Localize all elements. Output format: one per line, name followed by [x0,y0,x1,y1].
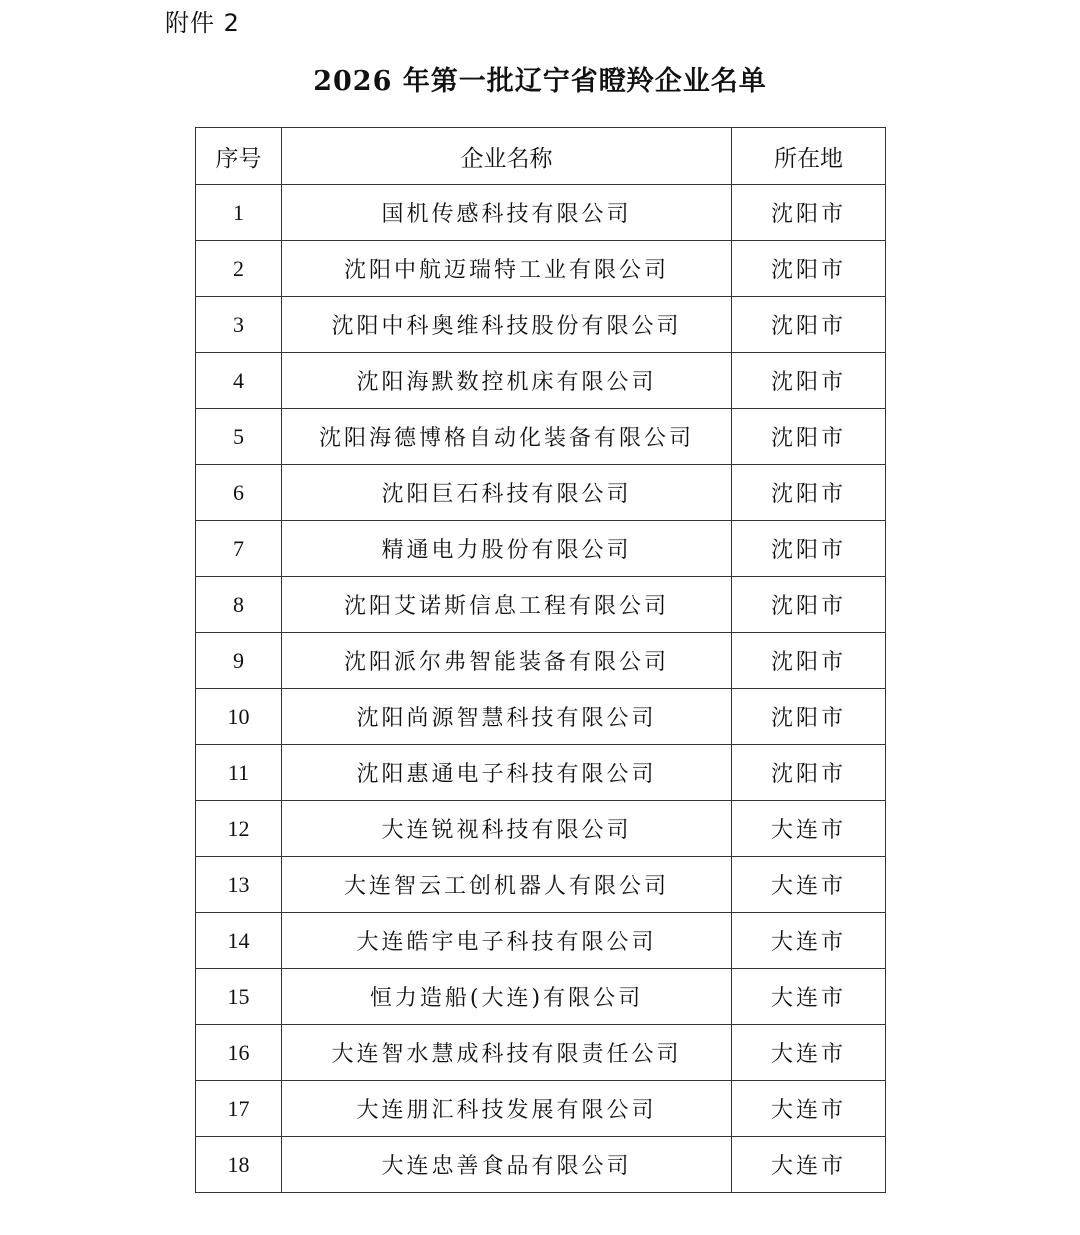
table-row [196,185,886,241]
row-enterprise-name: 大连皓宇电子科技有限公司 [282,913,732,969]
row-location: 沈阳市 [732,745,886,801]
table-header-row [196,128,886,185]
table-row [196,801,886,857]
row-serial-number: 18 [196,1137,282,1193]
table-row [196,297,886,353]
row-location: 沈阳市 [732,241,886,297]
attachment-label: 附件 2 [165,9,240,37]
row-location: 大连市 [732,801,886,857]
row-location: 沈阳市 [732,353,886,409]
row-location: 大连市 [732,913,886,969]
table-row [196,857,886,913]
table-row [196,913,886,969]
page-title: 2026 年第一批辽宁省瞪羚企业名单 [313,66,767,97]
row-enterprise-name: 大连智水慧成科技有限责任公司 [282,1025,732,1081]
row-serial-number: 15 [196,969,282,1025]
enterprise-table [195,127,886,1193]
row-enterprise-name: 大连智云工创机器人有限公司 [282,857,732,913]
row-enterprise-name: 大连锐视科技有限公司 [282,801,732,857]
row-enterprise-name: 大连朋汇科技发展有限公司 [282,1081,732,1137]
row-location: 大连市 [732,1137,886,1193]
table-row [196,1137,886,1193]
row-enterprise-name: 沈阳惠通电子科技有限公司 [282,745,732,801]
row-enterprise-name: 恒力造船(大连)有限公司 [282,969,732,1025]
row-enterprise-name: 沈阳艾诺斯信息工程有限公司 [282,577,732,633]
row-enterprise-name: 沈阳中航迈瑞特工业有限公司 [282,241,732,297]
row-enterprise-name: 沈阳尚源智慧科技有限公司 [282,689,732,745]
row-location: 沈阳市 [732,297,886,353]
row-serial-number: 7 [196,521,282,577]
table-row [196,521,886,577]
row-serial-number: 9 [196,633,282,689]
row-serial-number: 17 [196,1081,282,1137]
row-serial-number: 3 [196,297,282,353]
row-serial-number: 11 [196,745,282,801]
row-location: 沈阳市 [732,521,886,577]
row-serial-number: 4 [196,353,282,409]
row-serial-number: 5 [196,409,282,465]
header-location: 所在地 [732,128,886,185]
table-row [196,689,886,745]
row-enterprise-name: 沈阳海德博格自动化装备有限公司 [282,409,732,465]
table-row [196,241,886,297]
row-serial-number: 16 [196,1025,282,1081]
row-serial-number: 13 [196,857,282,913]
row-enterprise-name: 沈阳派尔弗智能装备有限公司 [282,633,732,689]
row-location: 沈阳市 [732,689,886,745]
row-serial-number: 8 [196,577,282,633]
row-enterprise-name: 精通电力股份有限公司 [282,521,732,577]
row-enterprise-name: 沈阳中科奥维科技股份有限公司 [282,297,732,353]
row-location: 沈阳市 [732,633,886,689]
table-row [196,409,886,465]
row-location: 沈阳市 [732,465,886,521]
row-serial-number: 1 [196,185,282,241]
table-row [196,745,886,801]
table-row [196,465,886,521]
row-serial-number: 14 [196,913,282,969]
row-serial-number: 10 [196,689,282,745]
table-body [196,185,886,1193]
row-location: 大连市 [732,857,886,913]
row-enterprise-name: 沈阳海默数控机床有限公司 [282,353,732,409]
table-row [196,353,886,409]
row-location: 大连市 [732,1081,886,1137]
row-enterprise-name: 国机传感科技有限公司 [282,185,732,241]
table-row [196,633,886,689]
row-location: 大连市 [732,1025,886,1081]
table-row [196,1081,886,1137]
row-location: 沈阳市 [732,577,886,633]
row-enterprise-name: 沈阳巨石科技有限公司 [282,465,732,521]
row-serial-number: 12 [196,801,282,857]
table-row [196,577,886,633]
row-location: 沈阳市 [732,185,886,241]
row-serial-number: 2 [196,241,282,297]
table-row [196,1025,886,1081]
header-enterprise-name: 企业名称 [282,128,732,185]
row-enterprise-name: 大连忠善食品有限公司 [282,1137,732,1193]
table-row [196,969,886,1025]
row-serial-number: 6 [196,465,282,521]
row-location: 沈阳市 [732,409,886,465]
header-serial-number: 序号 [196,128,282,185]
row-location: 大连市 [732,969,886,1025]
